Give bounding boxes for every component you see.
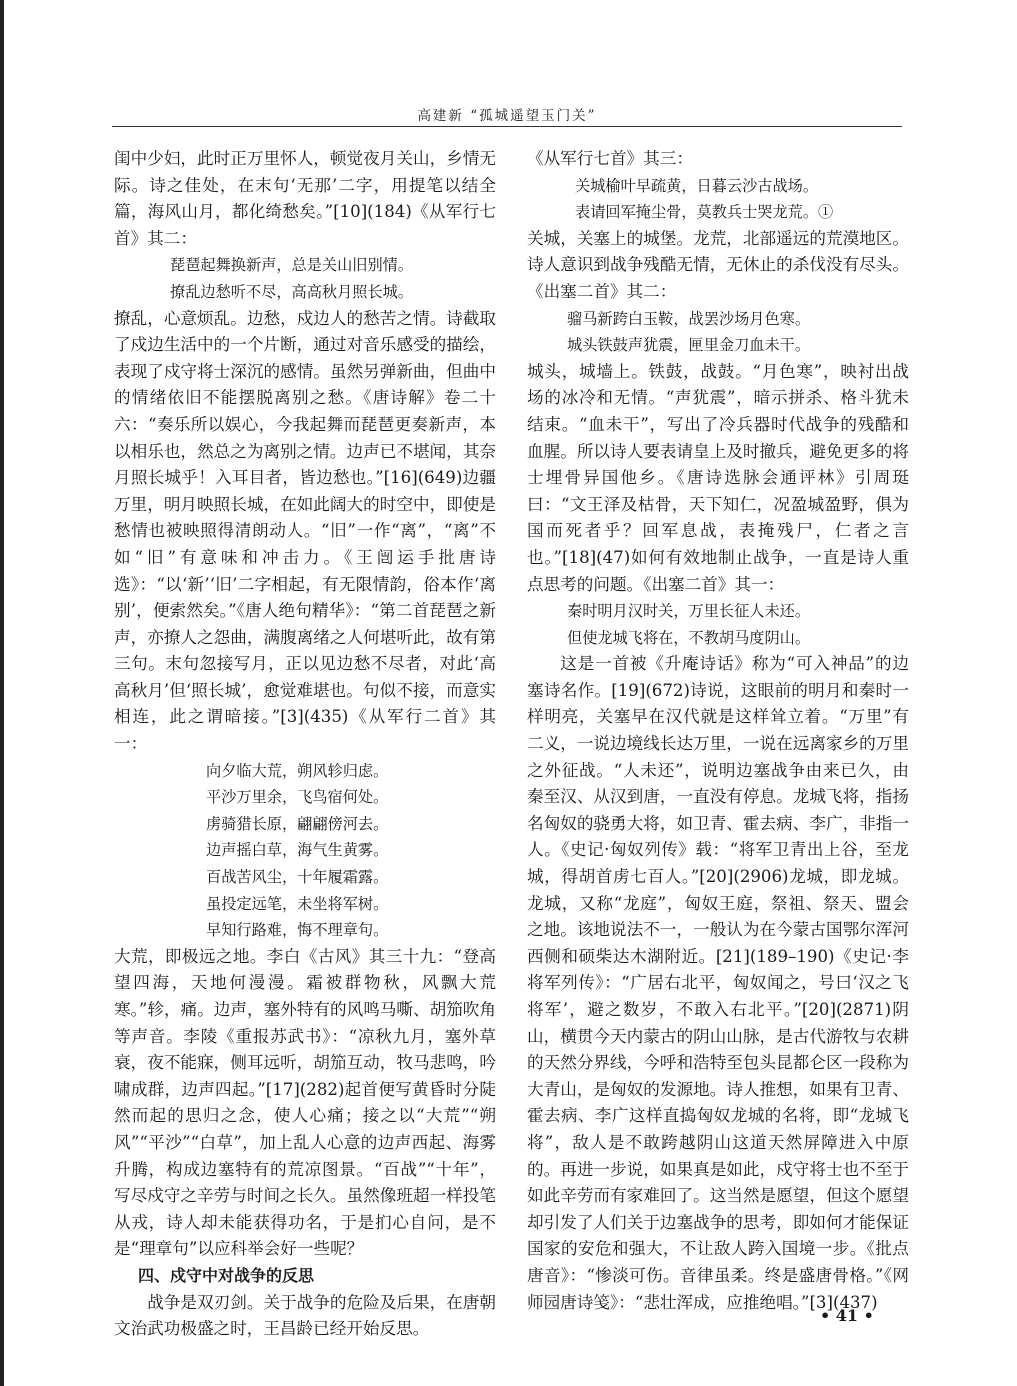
verse-line: 边声摇白草，海气生黄雾。 [206, 841, 389, 860]
verse-line: 但使龙城飞将在，不教胡马度阴山。 [567, 628, 810, 647]
verse-line: 骝马新跨白玉鞍，战罢沙场月色寒。 [567, 309, 810, 328]
header-rule [112, 126, 902, 127]
commentary-paragraph: 这是一首被《升庵诗话》称为“可入神品”的边塞诗名作。[19](672)诗说，这眼前的明月和秦时一样明亮，关塞早在汉代就是这样耸立着。“万里”有二义，一说边境线长达万里，一说在远离家乡的万里之外征战。“人未还”，说明边塞战争由来已久，由秦至汉、从汉到唐，一直没有停息。龙城飞将，指扬名匈奴的骁勇大将，如卫青、霍去病、李广，非指一人。《史记·匈奴列传》载：“将军卫青出上谷，至龙城，得胡首虏七百人。”[20](2906)龙城，即龙城。龙城，又称“龙庭”，匈奴王庭，祭祖、祭天、盟会之地。该地说法不一，一般认为在今蒙古国鄂尔浑河西侧和硕柴达木湖附近。[21](189–190)《史记·李将军列传》：“广居右北平，匈奴闻之，号曰‘汉之飞将军’，避之数岁，不敢入右北平。”[20](2871)阴山，横贯今天内蒙古的阴山山脉，是古代游牧与农耕的天然分界线，今呼和浩特至包头昆都仑区一段称为大青山，是匈奴的发源地。诗人推想，如果有卫青、霍去病、李广这样直捣匈奴龙城的名将，即“龙城飞将”，敌人是不敢跨越阴山这道天然屏障进入中原的。再进一步说，如果真是如此，戍守将士也不至于如此辛劳而有家难回了。这当然是愿望，但这个愿望却引发了人们关于边塞战争的思考，即如何才能保证国家的安危和强大，不让敌人跨入国境一步。《批点唐音》：“惨淡可伤。音律虽柔。终是盛唐骨格。”《网师园唐诗笺》：“悲壮浑成，应推绝唱。”[3](437) [527, 654, 909, 1312]
verse-line: 虽投定远笔，未坐将军树。 [206, 894, 389, 913]
verse-line: 秦时明月汉时关，万里长征人未还。 [567, 602, 810, 621]
verse-line: 虏骑猎长原，翩翩傍河去。 [206, 814, 389, 833]
verse-line: 表请回军掩尘骨，莫教兵士哭龙荒。① [575, 203, 834, 222]
verse-line: 关城榆叶早疏黄，日暮云沙古战场。 [575, 176, 818, 195]
verse-line: 城头铁鼓声犹震，匣里金刀血未干。 [567, 336, 810, 355]
verse-line: 撩乱边愁听不尽，高高秋月照长城。 [170, 282, 413, 301]
right-column [527, 146, 909, 1316]
verse-line: 百战苦风尘，十年履霜露。 [206, 868, 389, 887]
left-column [114, 146, 496, 1343]
commentary-paragraph: 关城，关塞上的城堡。龙荒，北部遥远的荒漠地区。诗人意识到战争残酷无情，无休止的杀伐没有尽头。《出塞二首》其二： [527, 228, 909, 301]
section-paragraph: 战争是双刃剑。关于战争的危险及后果，在唐朝文治武功极盛之时，王昌龄已经开始反思。 [114, 1292, 496, 1339]
commentary-paragraph: 城头，城墙上。铁鼓，战鼓。“月色寒”，映衬出战场的冰冷和无情。“声犹震”，暗示拼杀、格斗犹未结束。“血未干”，写出了冷兵器时代战争的残酷和血腥。所以诗人要表请皇上及时撤兵，避免更多的将士埋骨异国他乡。《唐诗选脉会通评林》引周珽曰：“文王泽及枯骨，天下知仁，况盈城盈野，俱为国而死者乎？回军息战，表掩残尸，仁者之言也。”[18](47)如何有效地制止战争，一直是诗人重点思考的问题。《出塞二首》其一： [527, 361, 909, 594]
section-heading: 四、戍守中对战争的反思 [138, 1265, 315, 1285]
page-edge [0, 0, 4, 1386]
left-intro-paragraph: 闺中少妇，此时正万里怀人，顿觉夜月关山，乡情无际。诗之佳处，在末句‘无那’二字，用提笔以结全篇，海风山月，都化绮愁矣。”[10](184)《从军行七首》其二： [114, 149, 496, 248]
verse-line: 向夕临大荒，朔风轸归虑。 [206, 761, 389, 780]
commentary-paragraph: 撩乱，心意烦乱。边愁，戍边人的愁苦之情。诗截取了戍边生活中的一个片断，通过对音乐感受的描绘，表现了戍守将士深沉的感情。虽然另弹新曲，但曲中的情绪依旧不能摆脱离别之愁。《唐诗解》卷二十六：“奏乐所以娱心，今我起舞而琵琶更奏新声，本以相乐也，然总之为离别之情。边声已不堪闻，其奈月照长城乎！入耳目者，皆边愁也。”[16](649)边疆万里，明月映照长城，在如此阔大的时空中，即使是愁情也被映照得清朗动人。“旧”一作“离”，“离”不如“旧”有意味和冲击力。《王闿运手批唐诗选》：“以‘新’‘旧’二字相起，有无限情韵，俗本作‘离别’，便索然矣。”《唐人绝句精华》：“第二首琵琶之新声，亦撩人之怨曲，满腹离绪之人何堪听此，故有第三句。末句忽接写月，正以见边愁不尽者，对此‘高高秋月’但‘照长城’，愈觉难堪也。句似不接，而意实相连，此之谓暗接。”[3](435)《从军行二首》其一： [114, 308, 496, 754]
verse-line: 平沙万里余，飞鸟宿何处。 [206, 788, 389, 807]
running-header: 高建新 “孤城遥望玉门关” [417, 108, 597, 124]
page-number: • 41 • [820, 1306, 874, 1325]
verse-line: 早知行路难，悔不理章句。 [206, 921, 389, 940]
verse-line: 琵琶起舞换新声，总是关山旧别情。 [170, 256, 413, 275]
commentary-paragraph: 大荒，即极远之地。李白《古风》其三十九：“登高望四海，天地何漫漫。霜被群物秋，风飘大荒寒。”轸，痛。边声，塞外特有的风鸣马嘶、胡笳吹角等声音。李陵《重报苏武书》：“凉秋九月，塞外草衰，夜不能寐，侧耳远听，胡笳互动，牧马悲鸣，吟啸成群，边声四起。”[17](282)起首便写黄昏时分陡然而起的思归之念，使人心痛；接之以“大荒”“朔风”“平沙”“白草”，加上乱人心意的边声西起、海雾升腾，构成边塞特有的荒凉图景。“百战”“十年”，写尽戍守之辛劳与时间之长久。虽然像班超一样投笔从戎，诗人却未能获得功名，于是扪心自问，是不是“理章句”以应科举会好一些呢？ [114, 946, 496, 1259]
right-intro-line: 《从军行七首》其三： [527, 149, 693, 168]
